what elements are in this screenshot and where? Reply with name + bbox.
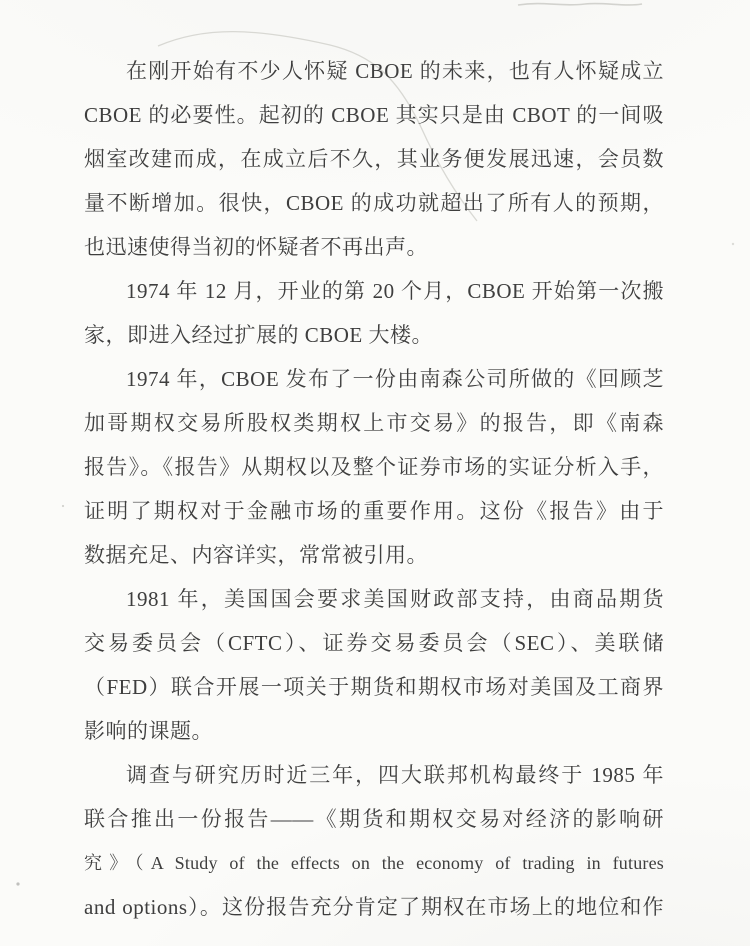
scanner-top-squiggle bbox=[518, 4, 642, 5]
text-line: 数据充足、内容详实，常常被引用。 bbox=[84, 543, 428, 567]
text-line: 烟室改建而成，在成立后不久，其业务便发展迅速，会员数 bbox=[84, 147, 664, 171]
text-line: 联合推出一份报告——《期货和期权交易对经济的影响研 bbox=[84, 807, 664, 831]
text-line: and options）。这份报告充分肯定了期权在市场上的地位和作 bbox=[84, 895, 664, 919]
text-line: 证明了期权对于金融市场的重要作用。这份《报告》由于 bbox=[84, 499, 664, 523]
text-line: 家，即进入经过扩展的 CBOE 大楼。 bbox=[84, 323, 434, 347]
paragraph bbox=[84, 49, 664, 269]
text-line: 1981 年，美国国会要求美国财政部支持，由商品期货 bbox=[126, 587, 664, 611]
scan-speck bbox=[62, 505, 64, 507]
paragraph bbox=[84, 577, 664, 753]
scan-speck bbox=[732, 243, 734, 245]
text-line: 报告》。《报告》从期权以及整个证券市场的实证分析入手， bbox=[84, 455, 664, 479]
text-line: 交易委员会（CFTC）、证券交易委员会（SEC）、美联储 bbox=[84, 631, 664, 655]
text-line: 1974 年 12 月，开业的第 20 个月，CBOE 开始第一次搬 bbox=[126, 279, 664, 303]
paragraph bbox=[84, 357, 664, 577]
paragraph bbox=[84, 269, 664, 357]
text-line: （FED）联合开展一项关于期货和期权市场对美国及工商界 bbox=[84, 675, 664, 699]
text-line: 1974 年，CBOE 发布了一份由南森公司所做的《回顾芝 bbox=[126, 367, 664, 391]
text-line: 量不断增加。很快，CBOE 的成功就超出了所有人的预期， bbox=[84, 191, 664, 215]
text-line: 调查与研究历时近三年，四大联邦机构最终于 1985 年 bbox=[126, 763, 664, 787]
text-line: 加哥期权交易所股权类期权上市交易》的报告，即《南森 bbox=[84, 411, 664, 435]
text-line: CBOE 的必要性。起初的 CBOE 其实只是由 CBOT 的一间吸 bbox=[84, 103, 664, 127]
text-line: 影响的课题。 bbox=[84, 719, 213, 743]
paragraph bbox=[84, 753, 664, 929]
text-line: 也迅速使得当初的怀疑者不再出声。 bbox=[84, 235, 428, 259]
text-line: 究》（A Study of the effects on the economy of trading in futures bbox=[84, 853, 664, 873]
text-line: 在刚开始有不少人怀疑 CBOE 的未来，也有人怀疑成立 bbox=[126, 59, 664, 83]
page-text-column bbox=[84, 49, 664, 929]
scan-speck bbox=[16, 882, 19, 885]
